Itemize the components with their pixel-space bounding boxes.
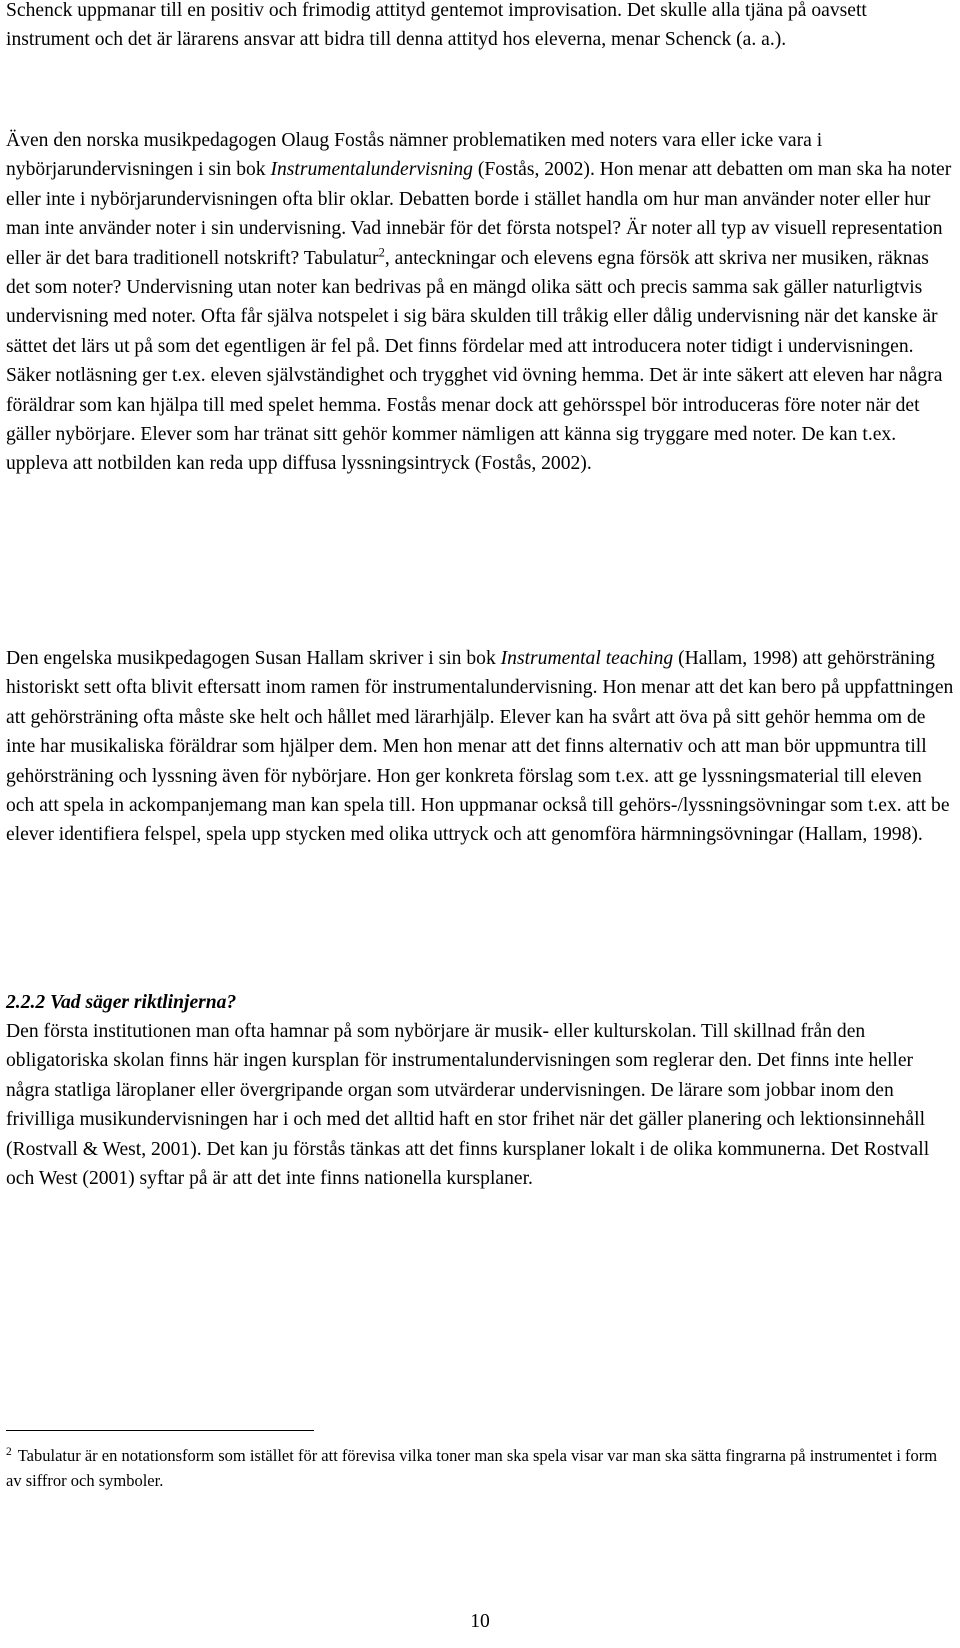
paragraph-4: Den första institutionen man ofta hamnar på som nybörjare är musik- eller kulturskolan. Till skillnad från den obligatoriska skolan finns här ingen kursplan för instrumentalundervisningen som reglerar den. Det finns inte heller några statliga läroplaner eller övergripande organ som utvärderar undervisningen. De lärare som jobbar inom den frivilliga musikundervisningen har i och med det alltid haft en stor frihet när det gäller planering och lektionsinnehåll (Rostvall & West, 2001). Det kan ju förstås tänkas att det finns kursplaner lokalt i de olika kommunerna. Det Rostvall och West (2001) syftar på är att det inte finns nationella kursplaner.	[6, 1021, 930, 1190]
paragraph-2-text-c: , anteckningar och elevens egna försök att skriva ner musiken, räknas det som noter? Undervisning utan noter kan bedrivas på en mängd olika sätt och precis samma sak gäller naturligtvis undervisning med noter. Ofta får själva notspelet i sig bära skulden till tråkig eller dålig undervisning när det kanske är sättet det lärs ut på som det egentligen är fel på. Det finns fördelar med att introducera noter tidigt i undervisningen. Säker notläsning ger t.ex. eleven självständighet och trygghet vid övning hemma. Det är inte säkert att eleven har några föräldrar som kan hjälpa till med spelet hemma. Fostås menar dock att gehörsspel bör introduceras före noter när det gäller nybörjare. Elever som har tränat sitt gehör kommer nämligen att känna sig tryggare med noter. De kan t.ex. uppleva att notbilden kan reda upp diffusa lyssningsintryck (Fostås, 2002).	[6, 247, 943, 475]
paragraph-3-text-b: (Hallam, 1998) att gehörsträning historiskt sett ofta blivit eftersatt inom ramen för instrumentalundervisning. Hon menar att det kan bero på uppfattningen att gehörsträning ofta måste ske helt och hållet med lärarhjälp. Elever kan ha svårt att öva på sitt gehör hemma om de inte har musikaliska föräldrar som hjälper dem. Men hon menar att det finns alternativ och att man bör uppmuntra till gehörsträning och lyssning även för nybörjare. Hon ger konkreta förslag som t.ex. att ge lyssningsmaterial till eleven och att spela in ackompanjemang man kan spela till. Hon uppmanar också till gehörs-/lyssningsövningar som t.ex. att be elever identifiera felspel, spela upp stycken med olika uttryck och att genomföra härmningsövningar (Hallam, 1998).	[6, 648, 954, 846]
book-title-instrumental-teaching: Instrumental teaching	[500, 648, 674, 669]
footnote-number: 2	[6, 1445, 12, 1458]
page-number: 10	[470, 1611, 490, 1632]
paragraph-3-text-a: Den engelska musikpedagogen Susan Hallam skriver i sin bok	[6, 648, 501, 669]
footnote-divider	[6, 1430, 314, 1431]
footnote-text: Tabulatur är en notationsform som istället för att förevisa vilka toner man ska spela visar var man ska sätta fingrarna på instrumentet i form av siffror och symboler.	[6, 1446, 938, 1490]
footnote-reference[interactable]: 2	[378, 245, 385, 260]
footnote	[6, 1443, 954, 1493]
section-heading: 2.2.2 Vad säger riktlinjerna?	[6, 992, 237, 1013]
book-title-instrumentalundervisning: Instrumentalundervisning	[270, 159, 473, 181]
paragraph-1: Schenck uppmanar till en positiv och frimodig attityd gentemot improvisation. Det skulle alla tjäna på oavsett instrument och det är lärarens ansvar att bidra till denna attityd hos eleverna, menar Schenck (a. a.).	[6, 0, 867, 51]
paragraph-2-text-b: (Fostås, 2002). Hon menar att debatten om man ska ha noter eller inte i nybörjarundervisningen ofta blir oklar. Debatten borde i stället handla om hur man använder noter eller hur man inte använder noter i sin undervisning. Vad innebär för det första notspel? Är noter all typ av visuell representation eller är det bara traditionell notskrift? Tabulatur	[6, 159, 952, 269]
paragraph-2-text-a: Även den norska musikpedagogen Olaug Fostås nämner problematiken med noters vara eller icke vara i nybörjarundervisningen i sin bok	[6, 130, 823, 181]
paragraph-3	[6, 644, 954, 850]
paragraph-2	[6, 126, 954, 479]
